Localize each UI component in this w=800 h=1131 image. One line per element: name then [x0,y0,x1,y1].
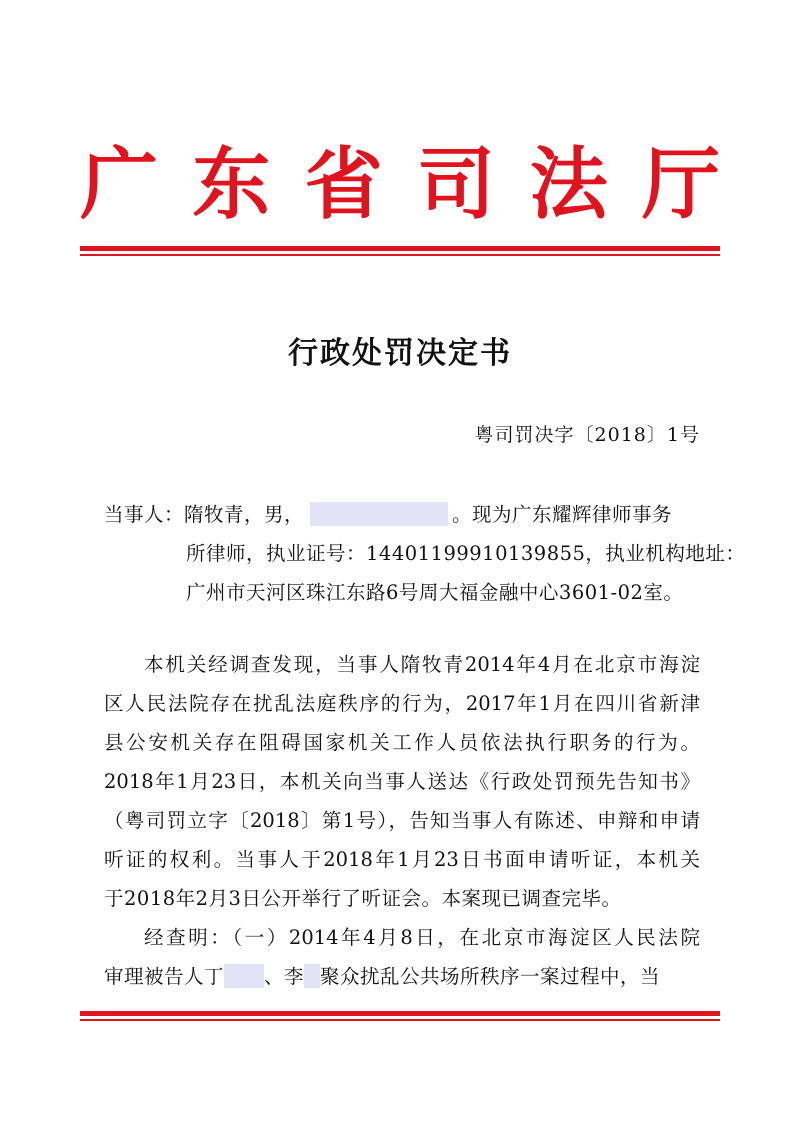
body-line-redacted [104,960,660,994]
footer-divider-thin [80,1019,720,1021]
body-line: 本机关经调查发现，当事人隋牧青2014年4月在北京市海淀 [144,653,700,676]
header-char: 广 [80,139,159,230]
header-divider-thick [80,246,720,251]
agency-header [80,130,720,240]
party-prefix: 当事人：隋牧青，男， [104,503,305,526]
body-line: 县公安机关存在阻碍国家机关工作人员依法执行职务的行为。 [104,731,700,754]
redaction-block [304,964,320,988]
body-line: 于2018年2月3日公开举行了听证会。本案现已调查完毕。 [104,887,622,910]
header-char: 东 [192,139,271,230]
header-divider-thin [80,254,720,256]
redaction-block [310,502,448,526]
redaction-block [224,964,264,988]
document-number: 粤司罚决字〔2018〕1号 [474,424,700,446]
party-line-3: 广州市天河区珠江东路6号周大福金融中心3601-02室。 [186,581,684,604]
header-char: 厅 [641,139,720,230]
party-line-2: 所律师，执业证号：14401199910139855，执业机构地址： [186,542,746,565]
party-suffix: 。现为广东耀辉律师事务 [452,503,673,526]
body-segment: 、李 [264,965,305,988]
body-segment: 审理被告人丁 [104,965,225,988]
header-char: 省 [304,139,383,230]
party-line-1 [104,498,672,532]
body-line: 区人民法院存在扰乱法庭秩序的行为，2017年1月在四川省新津 [104,692,700,715]
body-line: 听证的权利。当事人于2018年1月23日书面申请听证，本机关 [104,848,700,871]
body-segment: 聚众扰乱公共场所秩序一案过程中，当 [320,965,661,988]
document-title: 行政处罚决定书 [288,336,512,371]
header-char: 司 [417,139,496,230]
body-line: 经查明：（一）2014年4月8日，在北京市海淀区人民法院 [144,926,700,949]
body-line: 2018年1月23日，本机关向当事人送达《行政处罚预先告知书》 [104,770,700,793]
body-line: （粤司罚立字〔2018〕第1号），告知当事人有陈述、申辩和申请 [104,809,700,832]
header-char: 法 [529,139,608,230]
footer-divider-thick [80,1011,720,1016]
